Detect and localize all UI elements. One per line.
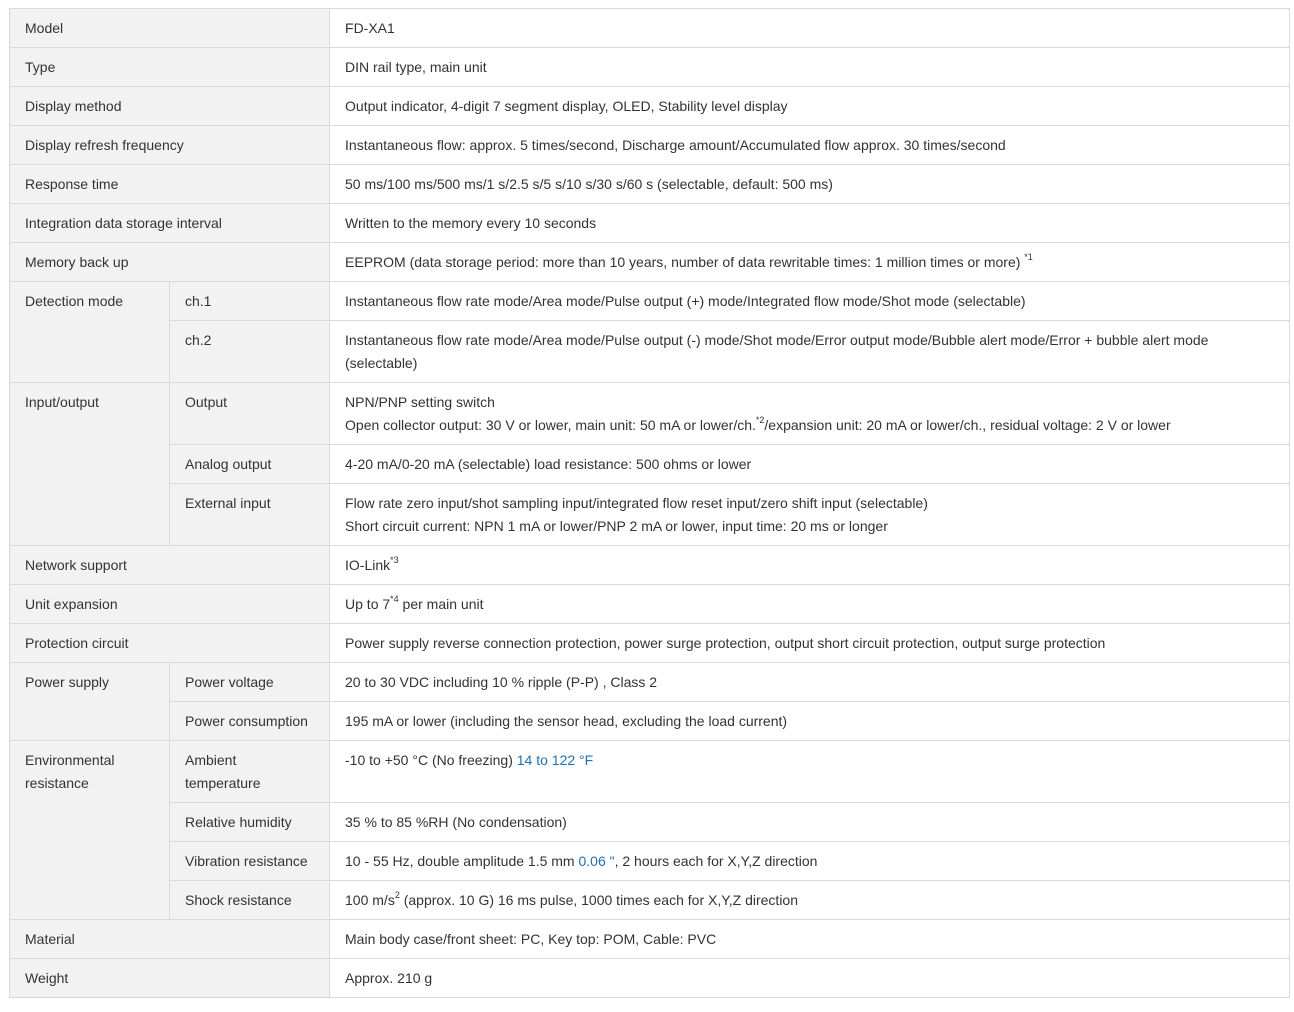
spec-value-line: NPN/PNP setting switch [345,394,495,410]
spec-row-network [10,546,1290,585]
spec-label: Protection circuit [10,624,330,663]
spec-sublabel: Output [170,383,330,445]
spec-value: 4-20 mA/0-20 mA (selectable) load resistance: 500 ohms or lower [330,445,1290,484]
spec-value-cell [330,741,1290,803]
footnote-mark: *3 [390,555,399,566]
spec-row-model [10,9,1290,48]
spec-row-detection-ch2 [10,321,1290,383]
spec-label: Input/output [10,383,170,546]
spec-value-cell [330,585,1290,624]
spec-value-part: per main unit [398,596,484,612]
spec-sublabel: Power voltage [170,663,330,702]
spec-label: Model [10,9,330,48]
spec-row-env-ambient [10,741,1290,803]
spec-label: Environmental resistance [10,741,170,920]
spec-sublabel: ch.2 [170,321,330,383]
spec-row-power-voltage [10,663,1290,702]
spec-table [9,8,1290,998]
spec-row-power-consumption [10,702,1290,741]
spec-label: Material [10,920,330,959]
spec-row-io-external [10,484,1290,546]
spec-sublabel: Shock resistance [170,881,330,920]
spec-value: 20 to 30 VDC including 10 % ripple (P-P) , Class 2 [330,663,1290,702]
exponent: 2 [394,890,400,901]
spec-label: Detection mode [10,282,170,383]
spec-sublabel: ch.1 [170,282,330,321]
spec-value: 195 mA or lower (including the sensor head, excluding the load current) [330,702,1290,741]
spec-label: Network support [10,546,330,585]
spec-value: 50 ms/100 ms/500 ms/1 s/2.5 s/5 s/10 s/30 s/60 s (selectable, default: 500 ms) [330,165,1290,204]
spec-sublabel: Analog output [170,445,330,484]
spec-row-type [10,48,1290,87]
spec-value-part: /expansion unit: 20 mA or lower/ch., residual voltage: 2 V or lower [764,416,1171,433]
spec-label: Unit expansion [10,585,330,624]
spec-row-display-refresh [10,126,1290,165]
spec-value-part: (approx. 10 G) 16 ms pulse, 1000 times each for X,Y,Z direction [399,892,799,908]
spec-label: Memory back up [10,243,330,282]
spec-row-response-time [10,165,1290,204]
spec-sublabel: Vibration resistance [170,842,330,881]
spec-value: Main body case/front sheet: PC, Key top: POM, Cable: PVC [330,920,1290,959]
spec-value: Instantaneous flow: approx. 5 times/second, Discharge amount/Accumulated flow approx. 30 times/second [330,126,1290,165]
spec-value: DIN rail type, main unit [330,48,1290,87]
spec-value-cell [330,484,1290,546]
spec-row-memory-backup [10,243,1290,282]
spec-value: EEPROM (data storage period: more than 10 years, number of data rewritable times: 1 million times or more) [345,254,1025,270]
spec-row-env-humidity [10,803,1290,842]
spec-value-part: Open collector output: 30 V or lower, main unit: 50 mA or lower/ch. [345,416,756,433]
spec-value: 35 % to 85 %RH (No condensation) [330,803,1290,842]
footnote-mark: *4 [390,594,399,605]
spec-label: Power supply [10,663,170,741]
spec-sublabel: Relative humidity [170,803,330,842]
spec-value-part: 100 m/s [345,892,395,908]
spec-row-io-output [10,383,1290,445]
spec-value: IO-Link [345,557,391,573]
spec-sublabel: Power consumption [170,702,330,741]
spec-sublabel: Ambient temperature [170,741,330,803]
spec-row-env-shock [10,881,1290,920]
spec-row-material [10,920,1290,959]
footnote-mark: *1 [1024,252,1033,263]
spec-row-detection-ch1 [10,282,1290,321]
spec-value-line: Flow rate zero input/shot sampling input/integrated flow reset input/zero shift input (selectable) [345,495,928,511]
spec-value-line [345,414,1274,437]
unit-conversion: 0.06 " [578,853,615,869]
spec-value: Output indicator, 4-digit 7 segment display, OLED, Stability level display [330,87,1290,126]
spec-value: Written to the memory every 10 seconds [330,204,1290,243]
spec-value-cell [330,383,1290,445]
spec-row-protection [10,624,1290,663]
spec-row-integration-interval [10,204,1290,243]
spec-value-part: Up to 7 [345,596,391,612]
spec-value: Power supply reverse connection protection, power surge protection, output short circuit protection, output surge protection [330,624,1290,663]
footnote-mark: *2 [755,414,765,425]
spec-value-cell [330,546,1290,585]
spec-value-cell [330,881,1290,920]
spec-label: Display refresh frequency [10,126,330,165]
spec-value: FD-XA1 [330,9,1290,48]
spec-value-part: , 2 hours each for X,Y,Z direction [614,853,818,869]
spec-label: Integration data storage interval [10,204,330,243]
spec-value-line: Short circuit current: NPN 1 mA or lower/PNP 2 mA or lower, input time: 20 ms or longer [345,517,888,534]
spec-sublabel: External input [170,484,330,546]
spec-label: Response time [10,165,330,204]
spec-value: Instantaneous flow rate mode/Area mode/Pulse output (-) mode/Shot mode/Error output mode/Bubble alert mode/Error + bubble alert mode (selectable) [330,321,1290,383]
spec-row-weight [10,959,1290,998]
spec-row-display-method [10,87,1290,126]
spec-value-part: 10 - 55 Hz, double amplitude 1.5 mm [345,853,579,869]
spec-value: Approx. 210 g [330,959,1290,998]
unit-conversion: 14 to 122 °F [516,752,594,768]
spec-row-env-vibration [10,842,1290,881]
spec-label: Weight [10,959,330,998]
spec-label: Display method [10,87,330,126]
spec-value: Instantaneous flow rate mode/Area mode/Pulse output (+) mode/Integrated flow mode/Shot mode (selectable) [330,282,1290,321]
spec-label: Type [10,48,330,87]
spec-row-unit-expansion [10,585,1290,624]
spec-value-cell [330,243,1290,282]
spec-row-io-analog [10,445,1290,484]
spec-value-cell [330,842,1290,881]
spec-value-part: -10 to +50 °C (No freezing) [345,752,517,768]
